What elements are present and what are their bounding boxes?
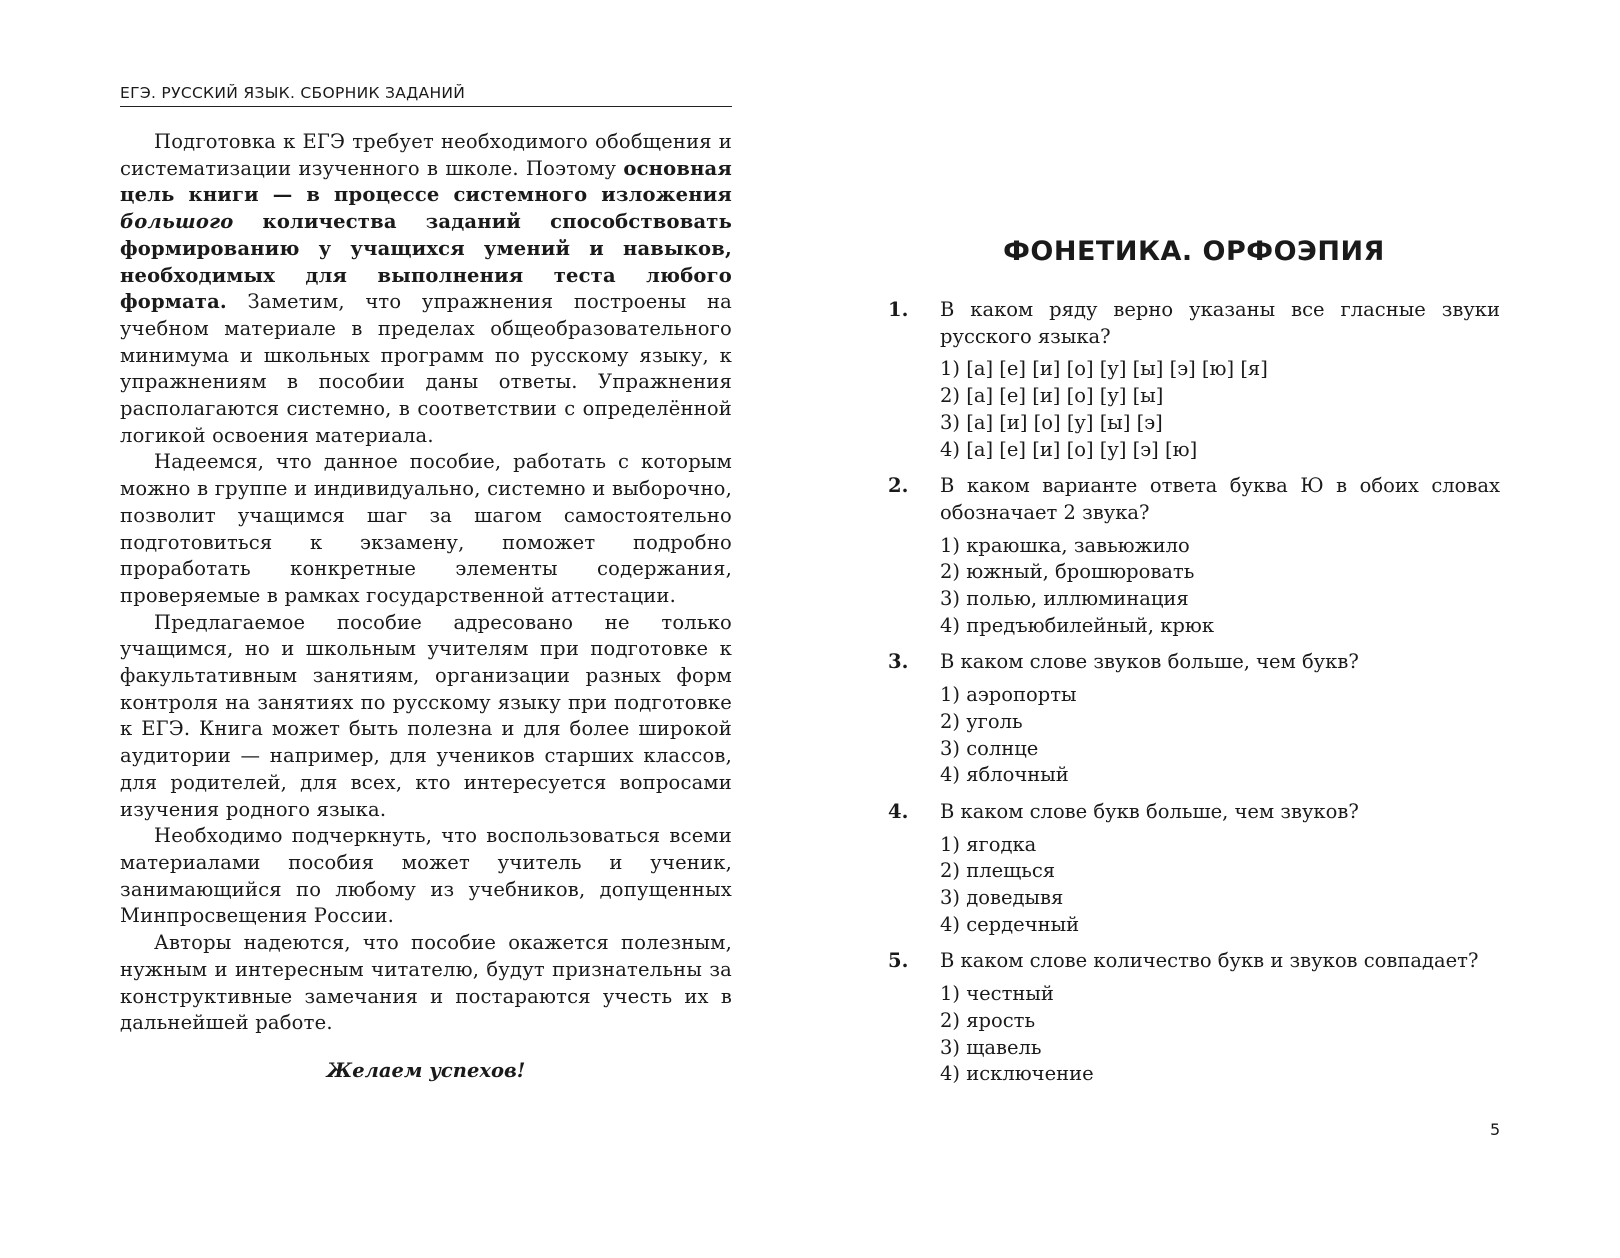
right-page <box>888 236 1500 1098</box>
task-item <box>888 297 1500 463</box>
answer-option: 3) щавель <box>940 1035 1042 1059</box>
text-run: Авторы надеются, что пособие окажется полезным, нужным и интересным читателю, будут признательны за конструктивные замечания и постараются учесть их в дальнейшей работе. <box>120 931 732 1035</box>
paragraph <box>120 930 732 1037</box>
intro-text <box>120 129 732 1037</box>
answer-option: 3) солнце <box>940 736 1039 760</box>
task-number: 5. <box>888 949 909 973</box>
answer-option: 2) уголь <box>940 709 1023 733</box>
answer-option: 1) [а] [е] [и] [о] [у] [ы] [э] [ю] [я] <box>940 357 1268 381</box>
text-run: Необходимо подчеркнуть, что воспользоваться всеми материалами пособия может учитель и ученик, занимающийся по любому из учебников, допущенных Минпросвещения России. <box>120 824 732 928</box>
left-page <box>120 84 732 1082</box>
task-number: 4. <box>888 799 909 823</box>
paragraph <box>120 449 732 609</box>
answer-option: 4) исключение <box>940 1062 1094 1086</box>
task-question: В каком варианте ответа буква Ю в обоих словах обозначает 2 звука? <box>940 474 1500 524</box>
answer-option: 1) краюшка, завьюжило <box>940 533 1190 557</box>
task-item <box>888 948 1500 1088</box>
answer-option: 4) сердечный <box>940 912 1080 936</box>
text-run: Заметим, что упражнения построены на учебном материале в пределах общеобразовательного минимума и школьных программ по русскому языку, к упражнениям в пособии даны ответы. Упражнения располагаются системно, в соответствии с определённой логикой освоения материала. <box>120 290 732 447</box>
task-question: В каком ряду верно указаны все гласные звуки русского языка? <box>940 298 1500 348</box>
paragraph <box>120 823 732 930</box>
answer-option: 2) южный, брошюровать <box>940 560 1195 584</box>
task-number: 3. <box>888 650 909 674</box>
running-header: ЕГЭ. РУССКИЙ ЯЗЫК. СБОРНИК ЗАДАНИЙ <box>120 84 732 107</box>
answer-option: 4) предъюбилейный, крюк <box>940 613 1215 637</box>
section-title: ФОНЕТИКА. ОРФОЭПИЯ <box>1003 236 1385 267</box>
answer-option: 2) ярость <box>940 1008 1036 1032</box>
text-run: Подготовка к ЕГЭ требует необходимого обобщения и систематизации изученного в школе. Поэтому <box>120 130 732 180</box>
paragraph <box>120 129 732 449</box>
closing-wish: Желаем успехов! <box>326 1058 526 1082</box>
answer-option: 2) [а] [е] [и] [о] [у] [ы] <box>940 384 1164 408</box>
answer-option: 3) полью, иллюминация <box>940 587 1189 611</box>
answer-option: 3) доведывя <box>940 886 1064 910</box>
task-number: 1. <box>888 298 909 321</box>
task-question: В каком слове звуков больше, чем букв? <box>940 650 1359 674</box>
task-question: В каком слове количество букв и звуков совпадает? <box>940 949 1479 973</box>
task-number: 2. <box>888 474 909 498</box>
answer-option: 4) яблочный <box>940 763 1069 787</box>
answer-option: 1) честный <box>940 982 1054 1006</box>
answer-option: 1) аэропорты <box>940 683 1077 707</box>
text-run: Предлагаемое пособие адресовано не только учащимся, но и школьным учителям при подготовке к факультативным занятиям, организации разных форм контроля на занятиях по русскому языку при подготовке к ЕГЭ. Книга может быть полезна и для более широкой аудитории — например, для учеников старших классов, для родителей, для всех, кто интересуется вопросами изучения родного языка. <box>120 610 732 821</box>
paragraph <box>120 610 732 824</box>
emphasis-text: большого <box>120 210 234 234</box>
page-number: 5 <box>1490 1120 1501 1139</box>
emphasis-text: основная цель книги — в процессе системного изложения <box>120 156 732 207</box>
text-run: Надеемся, что данное пособие, работать с которым можно в группе и индивидуально, системно и выборочно, позволит учащимся шаг за шагом самостоятельно подготовиться к экзамену, поможет подробно проработать конкретные элементы содержания, проверяемые в рамках государственной аттестации. <box>120 450 732 607</box>
answer-option: 1) ягодка <box>940 832 1037 856</box>
task-question: В каком слове букв больше, чем звуков? <box>940 799 1359 823</box>
task-item <box>888 473 1500 639</box>
answer-option: 2) плещься <box>940 859 1056 883</box>
emphasis-text: количества заданий способствовать формированию у учащихся умений и навыков, необходимых для выполнения теста любого формата. <box>120 210 732 314</box>
task-item <box>888 799 1500 939</box>
answer-option: 3) [а] [и] [о] [у] [ы] [э] <box>940 410 1163 434</box>
task-item <box>888 649 1500 789</box>
answer-option: 4) [а] [е] [и] [о] [у] [э] [ю] <box>940 437 1198 461</box>
task-list <box>888 297 1500 1088</box>
